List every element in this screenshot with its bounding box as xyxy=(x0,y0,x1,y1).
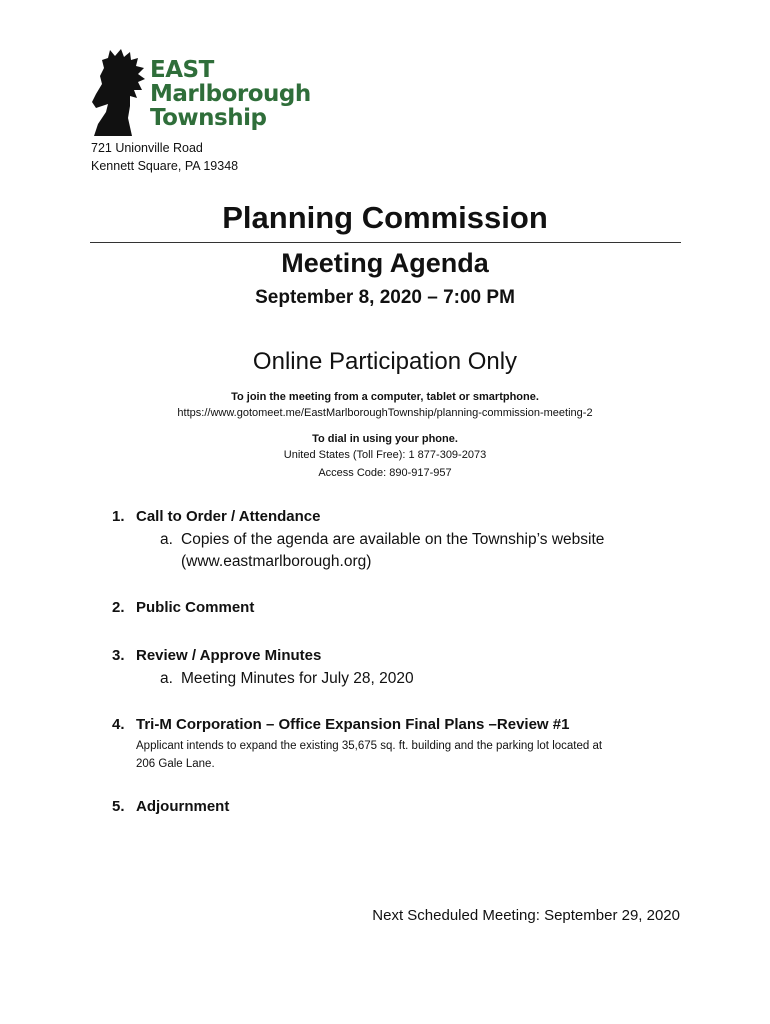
meeting-date: September 8, 2020 – 7:00 PM xyxy=(255,287,515,308)
agenda-item-4-note xyxy=(136,737,602,773)
agenda-item-2 xyxy=(112,599,254,616)
agenda-item-label: Tri-M Corporation – Office Expansion Final Plans –Review #1 xyxy=(136,716,570,733)
agenda-item-label: Public Comment xyxy=(136,599,255,616)
agenda-item-label: Review / Approve Minutes xyxy=(136,647,322,664)
dial-label: To dial in using your phone. xyxy=(312,433,458,445)
agenda-item-number: 4. xyxy=(112,716,125,733)
access-code: Access Code: 890-917-957 xyxy=(318,467,452,479)
address-city: Kennett Square, PA 19348 xyxy=(91,159,239,173)
logo-line-marlborough: Marlborough xyxy=(150,81,311,107)
join-url-link[interactable]: https://www.gotomeet.me/EastMarlboroughTownship/planning-commission-meeting-2 xyxy=(177,407,593,419)
page-subtitle: Meeting Agenda xyxy=(281,248,489,278)
subitem-letter: a. xyxy=(160,531,173,548)
join-label: To join the meeting from a computer, tablet or smartphone. xyxy=(231,391,539,403)
logo-line-township: Township xyxy=(150,105,267,131)
online-heading: Online Participation Only xyxy=(252,348,518,375)
agenda-item-number: 5. xyxy=(112,798,125,815)
page-title: Planning Commission xyxy=(222,200,548,235)
next-meeting: Next Scheduled Meeting: September 29, 2020 xyxy=(372,907,680,924)
agenda-item-number: 1. xyxy=(112,508,125,525)
agenda-item-label: Adjournment xyxy=(136,798,230,815)
agenda-subitem-3a xyxy=(160,668,414,690)
agenda-item-1 xyxy=(112,508,320,525)
subitem-text: Copies of the agenda are available on the Township’s website xyxy=(181,531,605,548)
subitem-website-link[interactable]: (www.eastmarlborough.org) xyxy=(181,553,372,570)
township-address xyxy=(91,139,238,175)
horse-head-icon xyxy=(88,46,148,140)
title-divider xyxy=(90,242,681,243)
dial-number: United States (Toll Free): 1 877-309-2073 xyxy=(283,449,487,461)
logo-line-east: EAST xyxy=(150,57,214,83)
note-line: Applicant intends to expand the existing 35,675 sq. ft. building and the parking lot located at xyxy=(136,740,603,752)
subitem-text: Meeting Minutes for July 28, 2020 xyxy=(181,670,414,687)
logo-wordmark xyxy=(150,58,311,130)
township-logo xyxy=(88,46,328,142)
agenda-subitem-1a xyxy=(160,529,604,573)
agenda-item-label: Call to Order / Attendance xyxy=(136,508,321,525)
agenda-item-3 xyxy=(112,647,321,664)
agenda-item-5 xyxy=(112,798,229,815)
agenda-item-number: 2. xyxy=(112,599,125,616)
note-line: 206 Gale Lane. xyxy=(136,758,215,770)
agenda-item-4 xyxy=(112,716,569,733)
subitem-letter: a. xyxy=(160,670,173,687)
address-street: 721 Unionville Road xyxy=(91,141,203,155)
agenda-item-number: 3. xyxy=(112,647,125,664)
